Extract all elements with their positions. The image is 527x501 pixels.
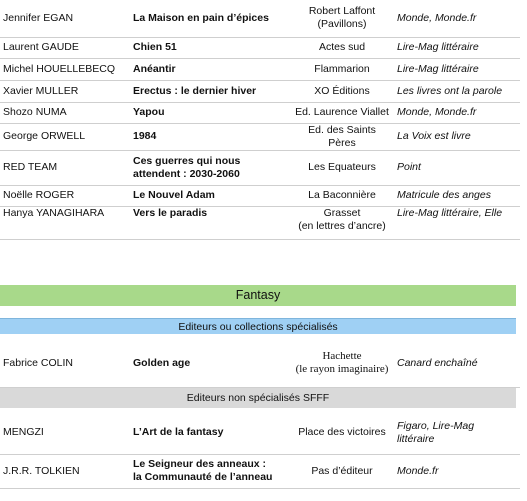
reviews-cell: Les livres ont la parole — [394, 80, 520, 102]
author-cell: RED TEAM — [0, 150, 130, 185]
title-cell: Golden age — [130, 340, 290, 387]
table-row — [0, 340, 520, 387]
author-cell: Hanya YANAGIHARA — [0, 206, 130, 239]
publisher-cell: Robert Laffont (Pavillons) — [290, 0, 394, 37]
table-row — [0, 37, 520, 58]
reviews-cell: Monde, Monde.fr — [394, 0, 520, 37]
publisher-cell: Ed. Laurence Viallet — [290, 102, 394, 123]
reviews-cell: Canard enchaîné — [394, 340, 520, 387]
reviews-cell: Lire-Mag littéraire — [394, 58, 520, 80]
publisher-cell: XO Éditions — [290, 80, 394, 102]
author-cell: Fabrice COLIN — [0, 340, 130, 387]
title-cell: La Maison en pain d’épices — [130, 0, 290, 37]
author-cell: Laurent GAUDE — [0, 37, 130, 58]
table-row — [0, 150, 520, 185]
author-cell: Shozo NUMA — [0, 102, 130, 123]
publisher-cell: Pas d’éditeur — [290, 454, 394, 488]
section-header-fantasy: Fantasy — [0, 285, 516, 306]
title-cell: Ces guerres qui nous attendent : 2030-2060 — [130, 150, 290, 185]
reviews-cell: Figaro, Lire-Mag littéraire — [394, 412, 520, 454]
reviews-cell: Matricule des anges — [394, 185, 520, 206]
publisher-cell: Les Equateurs — [290, 150, 394, 185]
title-cell: Le Nouvel Adam — [130, 185, 290, 206]
reviews-cell: La Voix est livre — [394, 123, 520, 150]
title-cell: Anéantir — [130, 58, 290, 80]
title-cell: L’Art de la fantasy — [130, 412, 290, 454]
books-table-general — [0, 0, 520, 240]
books-table-specialized — [0, 340, 520, 388]
books-table-nonspecialized — [0, 412, 520, 489]
title-cell: Vers le paradis — [130, 206, 290, 239]
table-row — [0, 454, 520, 488]
reviews-cell: Point — [394, 150, 520, 185]
title-cell: 1984 — [130, 123, 290, 150]
table-row — [0, 185, 520, 206]
author-cell: Xavier MULLER — [0, 80, 130, 102]
author-cell: J.R.R. TOLKIEN — [0, 454, 130, 488]
publisher-cell: Grasset (en lettres d’ancre) — [290, 206, 394, 239]
table-row — [0, 0, 520, 37]
title-cell: Yapou — [130, 102, 290, 123]
reviews-cell: Monde.fr — [394, 454, 520, 488]
publisher-cell: Ed. des Saints Pères — [290, 123, 394, 150]
table-row — [0, 80, 520, 102]
publisher-cell: Place des victoires — [290, 412, 394, 454]
subsection-header-specialized: Editeurs ou collections spécialisés — [0, 318, 516, 334]
table-row — [0, 206, 520, 239]
author-cell: George ORWELL — [0, 123, 130, 150]
reviews-cell: Monde, Monde.fr — [394, 102, 520, 123]
subsection-header-nonspecialized: Editeurs non spécialisés SFFF — [0, 388, 516, 408]
title-cell: Le Seigneur des anneaux : la Communauté de l’anneau — [130, 454, 290, 488]
author-cell: Michel HOUELLEBECQ — [0, 58, 130, 80]
title-cell: Erectus : le dernier hiver — [130, 80, 290, 102]
title-cell: Chien 51 — [130, 37, 290, 58]
reviews-cell: Lire-Mag littéraire — [394, 37, 520, 58]
publisher-cell: Hachette (le rayon imaginaire) — [290, 340, 394, 387]
author-cell: Noëlle ROGER — [0, 185, 130, 206]
author-cell: MENGZI — [0, 412, 130, 454]
table-row — [0, 412, 520, 454]
author-cell: Jennifer EGAN — [0, 0, 130, 37]
table-row — [0, 58, 520, 80]
table-row — [0, 102, 520, 123]
publisher-cell: Actes sud — [290, 37, 394, 58]
publisher-cell: Flammarion — [290, 58, 394, 80]
table-row — [0, 123, 520, 150]
publisher-cell: La Baconnière — [290, 185, 394, 206]
reviews-cell: Lire-Mag littéraire, Elle — [394, 206, 520, 239]
